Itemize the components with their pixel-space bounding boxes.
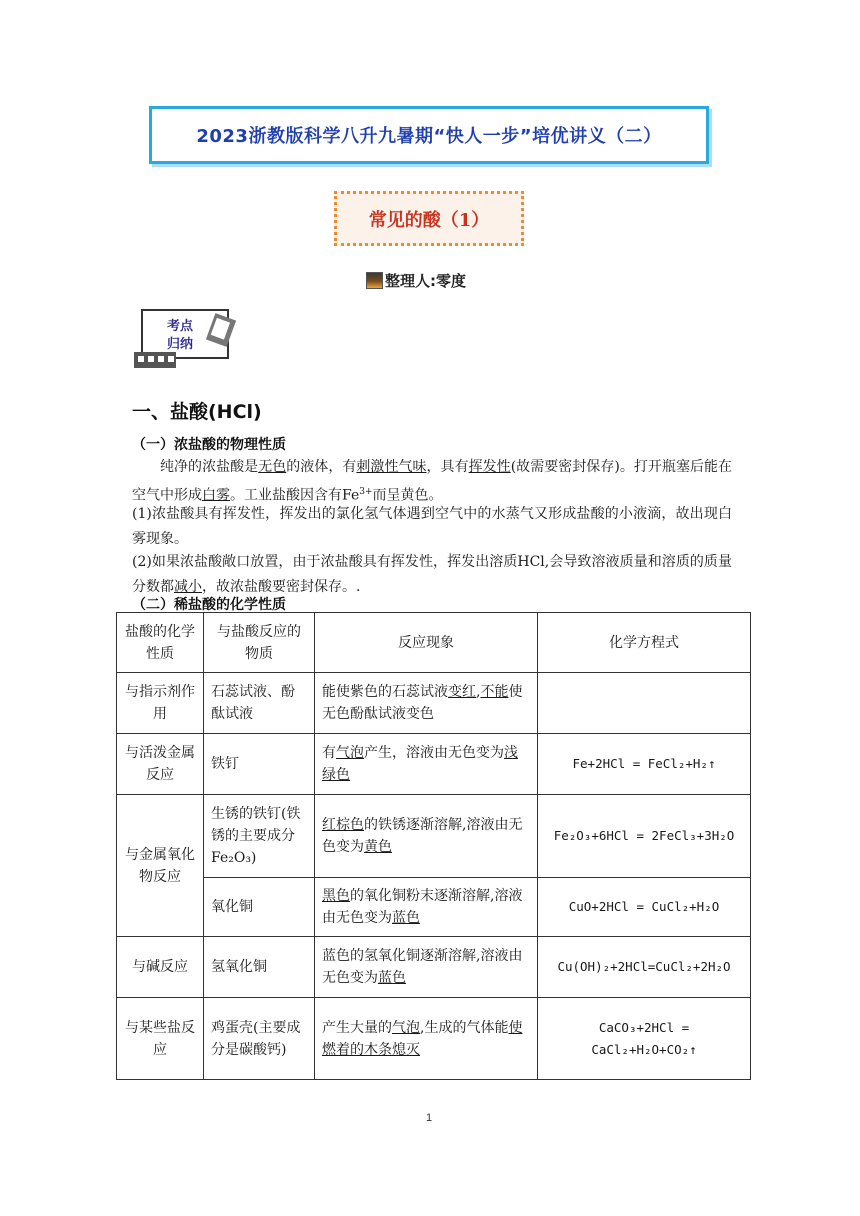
- substance-cell: 氢氧化铜: [204, 937, 315, 998]
- properties-table: [116, 612, 751, 1080]
- table-header-row: [117, 613, 751, 673]
- prop-cell: 与指示剂作用: [117, 673, 204, 734]
- substance-cell: 氧化铜: [204, 878, 315, 937]
- equation-cell: Fe+2HCl = FeCl₂+H₂↑: [538, 734, 751, 795]
- kaodian-badge-icon: [132, 308, 240, 370]
- equation-cell: CaCO₃+2HCl = CaCl₂+H₂O+CO₂↑: [538, 998, 751, 1080]
- substance-cell: 石蕊试液、酚酞试液: [204, 673, 315, 734]
- paragraph-3: (2)如果浓盐酸敞口放置，由于浓盐酸具有挥发性，挥发出溶质HCl,会导致溶液质量和溶质的质量分数都减小，故浓盐酸要密封保存。.: [132, 554, 732, 595]
- table-row: [117, 878, 751, 937]
- table-header-cell: 盐酸的化学性质: [117, 613, 204, 673]
- prop-cell: 与碱反应: [117, 937, 204, 998]
- section-heading: 一、盐酸(HCl): [132, 401, 262, 423]
- equation-cell: [538, 673, 751, 734]
- equation-cell: Fe₂O₃+6HCl = 2FeCl₃+3H₂O: [538, 795, 751, 878]
- substance-cell: 铁钉: [204, 734, 315, 795]
- badge-line1: 考点: [166, 319, 194, 334]
- phenomenon-cell: 蓝色的氢氧化铜逐渐溶解,溶液由无色变为蓝色: [315, 937, 538, 998]
- paragraph-1: 纯净的浓盐酸是无色的液体，有刺激性气味，具有挥发性(故需要密封保存)。打开瓶塞后能在空气中形成白雾。工业盐酸因含有$Fe^{3+}$而呈黄色。: [132, 459, 733, 504]
- badge-line2: 归纳: [166, 337, 194, 352]
- phenomenon-cell: 产生大量的气泡,生成的气体能使燃着的木条熄灭: [315, 998, 538, 1080]
- table-header-cell: 与盐酸反应的物质: [204, 613, 315, 673]
- document-title: 2023浙教版科学八升九暑期“快人一步”培优讲义（二）: [196, 126, 662, 147]
- table-row: [117, 734, 751, 795]
- table-header-cell: 化学方程式: [538, 613, 751, 673]
- prop-cell: 与金属氧化物反应: [117, 795, 204, 937]
- title-banner: [149, 106, 709, 164]
- equation-cell: Cu(OH)₂+2HCl=CuCl₂+2H₂O: [538, 937, 751, 998]
- author-line: [366, 270, 466, 291]
- author-avatar-icon: [366, 272, 383, 289]
- prop-cell: 与活泼金属反应: [117, 734, 204, 795]
- paragraph-2: (1)浓盐酸具有挥发性，挥发出的氯化氢气体遇到空气中的水蒸气又形成盐酸的小液滴，故出现白雾现象。: [132, 506, 732, 547]
- substance-cell: 生锈的铁钉(铁锈的主要成分Fe₂O₃): [204, 795, 315, 878]
- phenomenon-cell: 黑色的氧化铜粉末逐渐溶解,溶液由无色变为蓝色: [315, 878, 538, 937]
- phenomenon-cell: 有气泡产生，溶液由无色变为浅绿色: [315, 734, 538, 795]
- substance-cell: 鸡蛋壳(主要成分是碳酸钙): [204, 998, 315, 1080]
- page-number: 1: [426, 1112, 433, 1124]
- prop-cell: 与某些盐反应: [117, 998, 204, 1080]
- equation-cell: CuO+2HCl = CuCl₂+H₂O: [538, 878, 751, 937]
- table-row: [117, 673, 751, 734]
- table-row: [117, 795, 751, 878]
- phenomenon-cell: 能使紫色的石蕊试液变红,不能使无色酚酞试液变色: [315, 673, 538, 734]
- table-header-cell: 反应现象: [315, 613, 538, 673]
- author-text: 整理人:零度: [385, 272, 466, 290]
- document-subtitle: 常见的酸（1）: [368, 209, 490, 231]
- phenomenon-cell: 红棕色的铁锈逐渐溶解,溶液由无色变为黄色: [315, 795, 538, 878]
- table-row: [117, 937, 751, 998]
- subsection-heading-2: （二）稀盐酸的化学性质: [132, 597, 286, 613]
- subsection-heading-1: （一）浓盐酸的物理性质: [132, 437, 286, 453]
- table-row: [117, 998, 751, 1080]
- subtitle-banner: [334, 191, 524, 246]
